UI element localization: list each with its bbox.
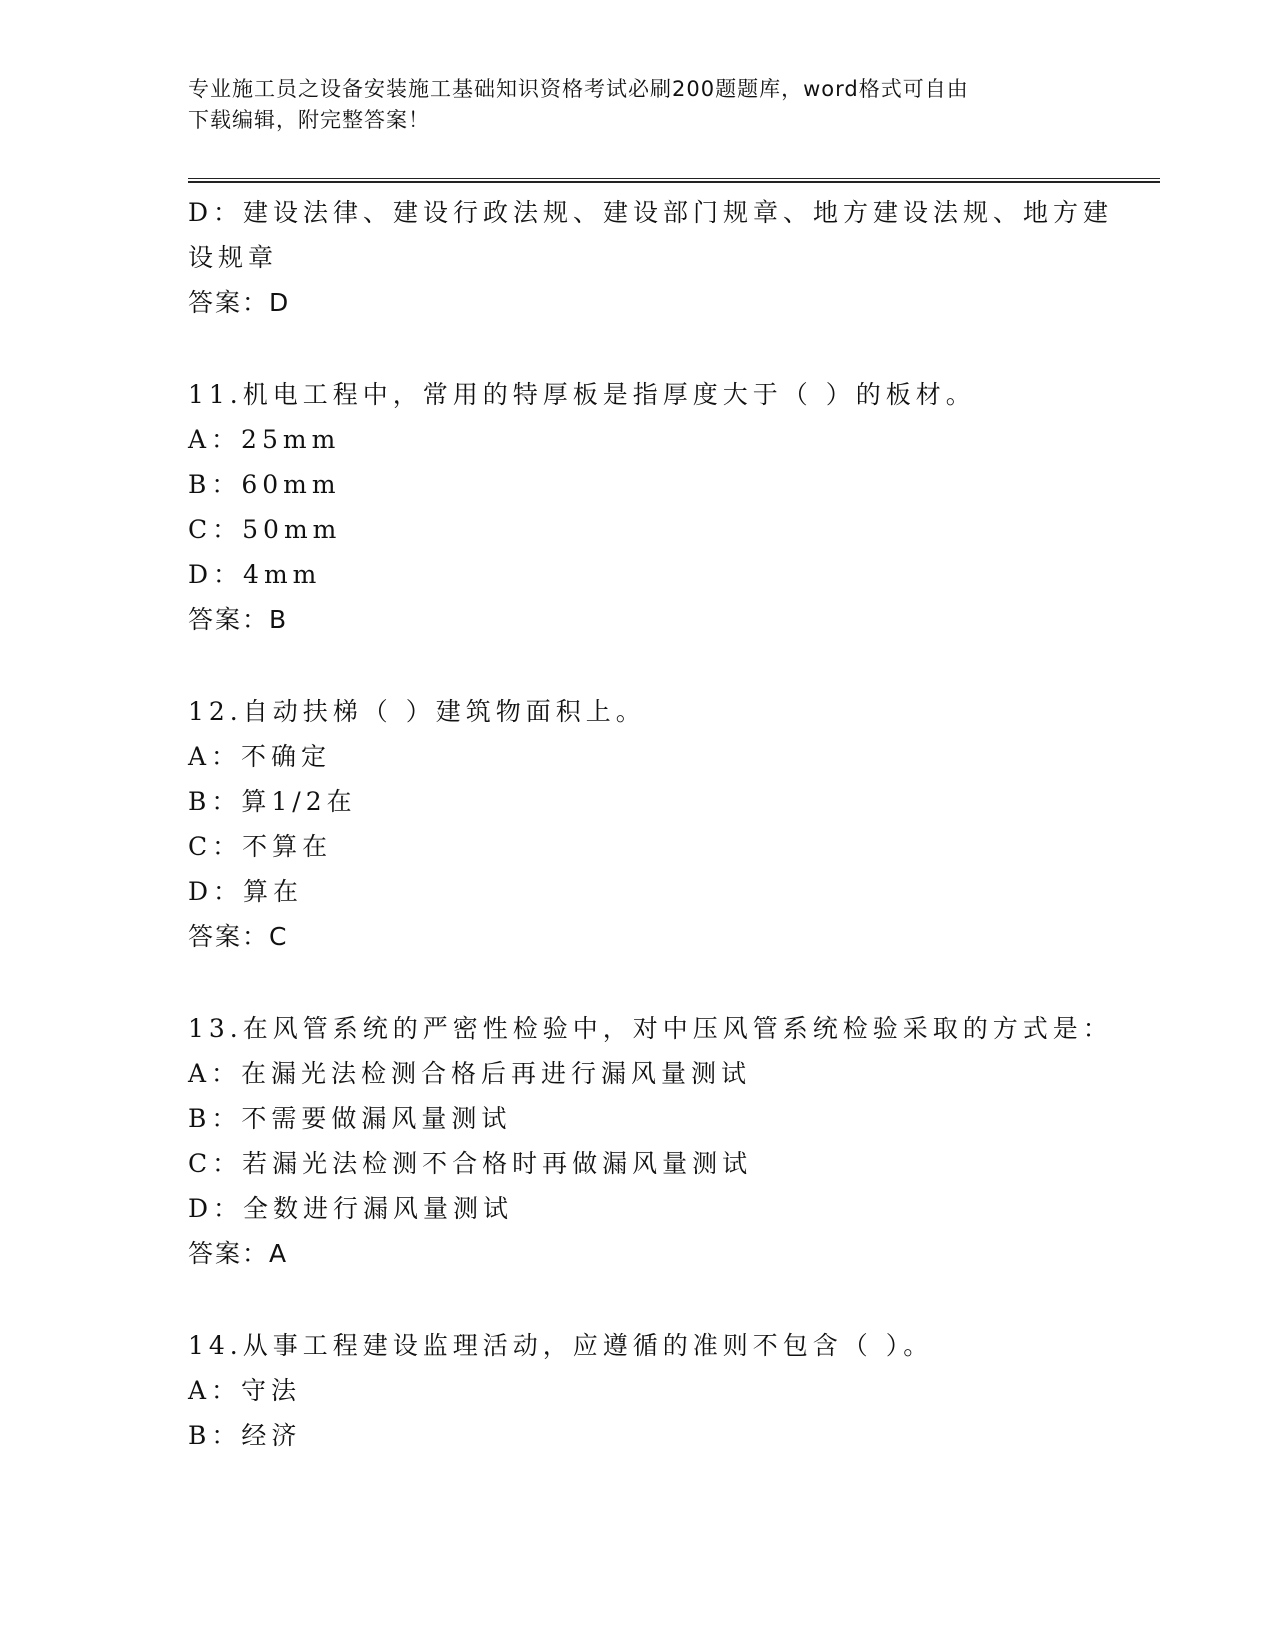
spacer [188,325,1088,372]
q13-option-c: C：若漏光法检测不合格时再做漏风量测试 [188,1149,753,1178]
q13-stem: 13.在风管系统的严密性检验中，对中压风管系统检验采取的方式是： [188,1014,1113,1043]
prev-option-d-line-2: 设规章 [188,243,279,272]
header-title-line-1: 专业施工员之设备安装施工基础知识资格考试必刷200题题库，word格式可自由 [188,77,969,101]
q13-option-b: B：不需要做漏风量测试 [188,1104,512,1133]
q12-option-d: D：算在 [188,877,304,906]
q14-stem: 14.从事工程建设监理活动，应遵循的准则不包含（ ）。 [188,1331,934,1360]
spacer [188,1276,1088,1323]
q12-option-b: B：算1/2在 [188,787,357,816]
prev-option-d-line-1: D：建设法律、建设行政法规、建设部门规章、地方建设法规、地方建 [188,198,1114,227]
q12-option-c: C：不算在 [188,832,333,861]
q13-option-d: D：全数进行漏风量测试 [188,1194,514,1223]
q14-option-b: B：经济 [188,1421,302,1450]
spacer [188,959,1088,1006]
q11-answer: 答案：B [188,605,289,634]
q11-option-c: C：50mm [188,515,342,544]
spacer [188,642,1088,689]
question-content [188,190,1114,1458]
q13-option-a: A：在漏光法检测合格后再进行漏风量测试 [188,1059,752,1088]
q12-answer: 答案：C [188,922,289,951]
document-page [188,0,1168,1650]
document-header [188,74,1088,136]
prev-answer: 答案：D [188,288,291,317]
q14-option-a: A：守法 [188,1376,302,1405]
q12-option-a: A：不确定 [188,742,332,771]
q11-option-d: D：4mm [188,560,322,589]
q11-option-b: B：60mm [188,470,341,499]
q12-stem: 12.自动扶梯（ ）建筑物面积上。 [188,697,646,726]
q11-option-a: A：25mm [188,425,341,454]
header-divider [188,178,1160,183]
q11-stem: 11.机电工程中，常用的特厚板是指厚度大于（ ）的板材。 [188,380,976,409]
header-title-line-2: 下载编辑，附完整答案！ [188,108,430,132]
q13-answer: 答案：A [188,1239,289,1268]
